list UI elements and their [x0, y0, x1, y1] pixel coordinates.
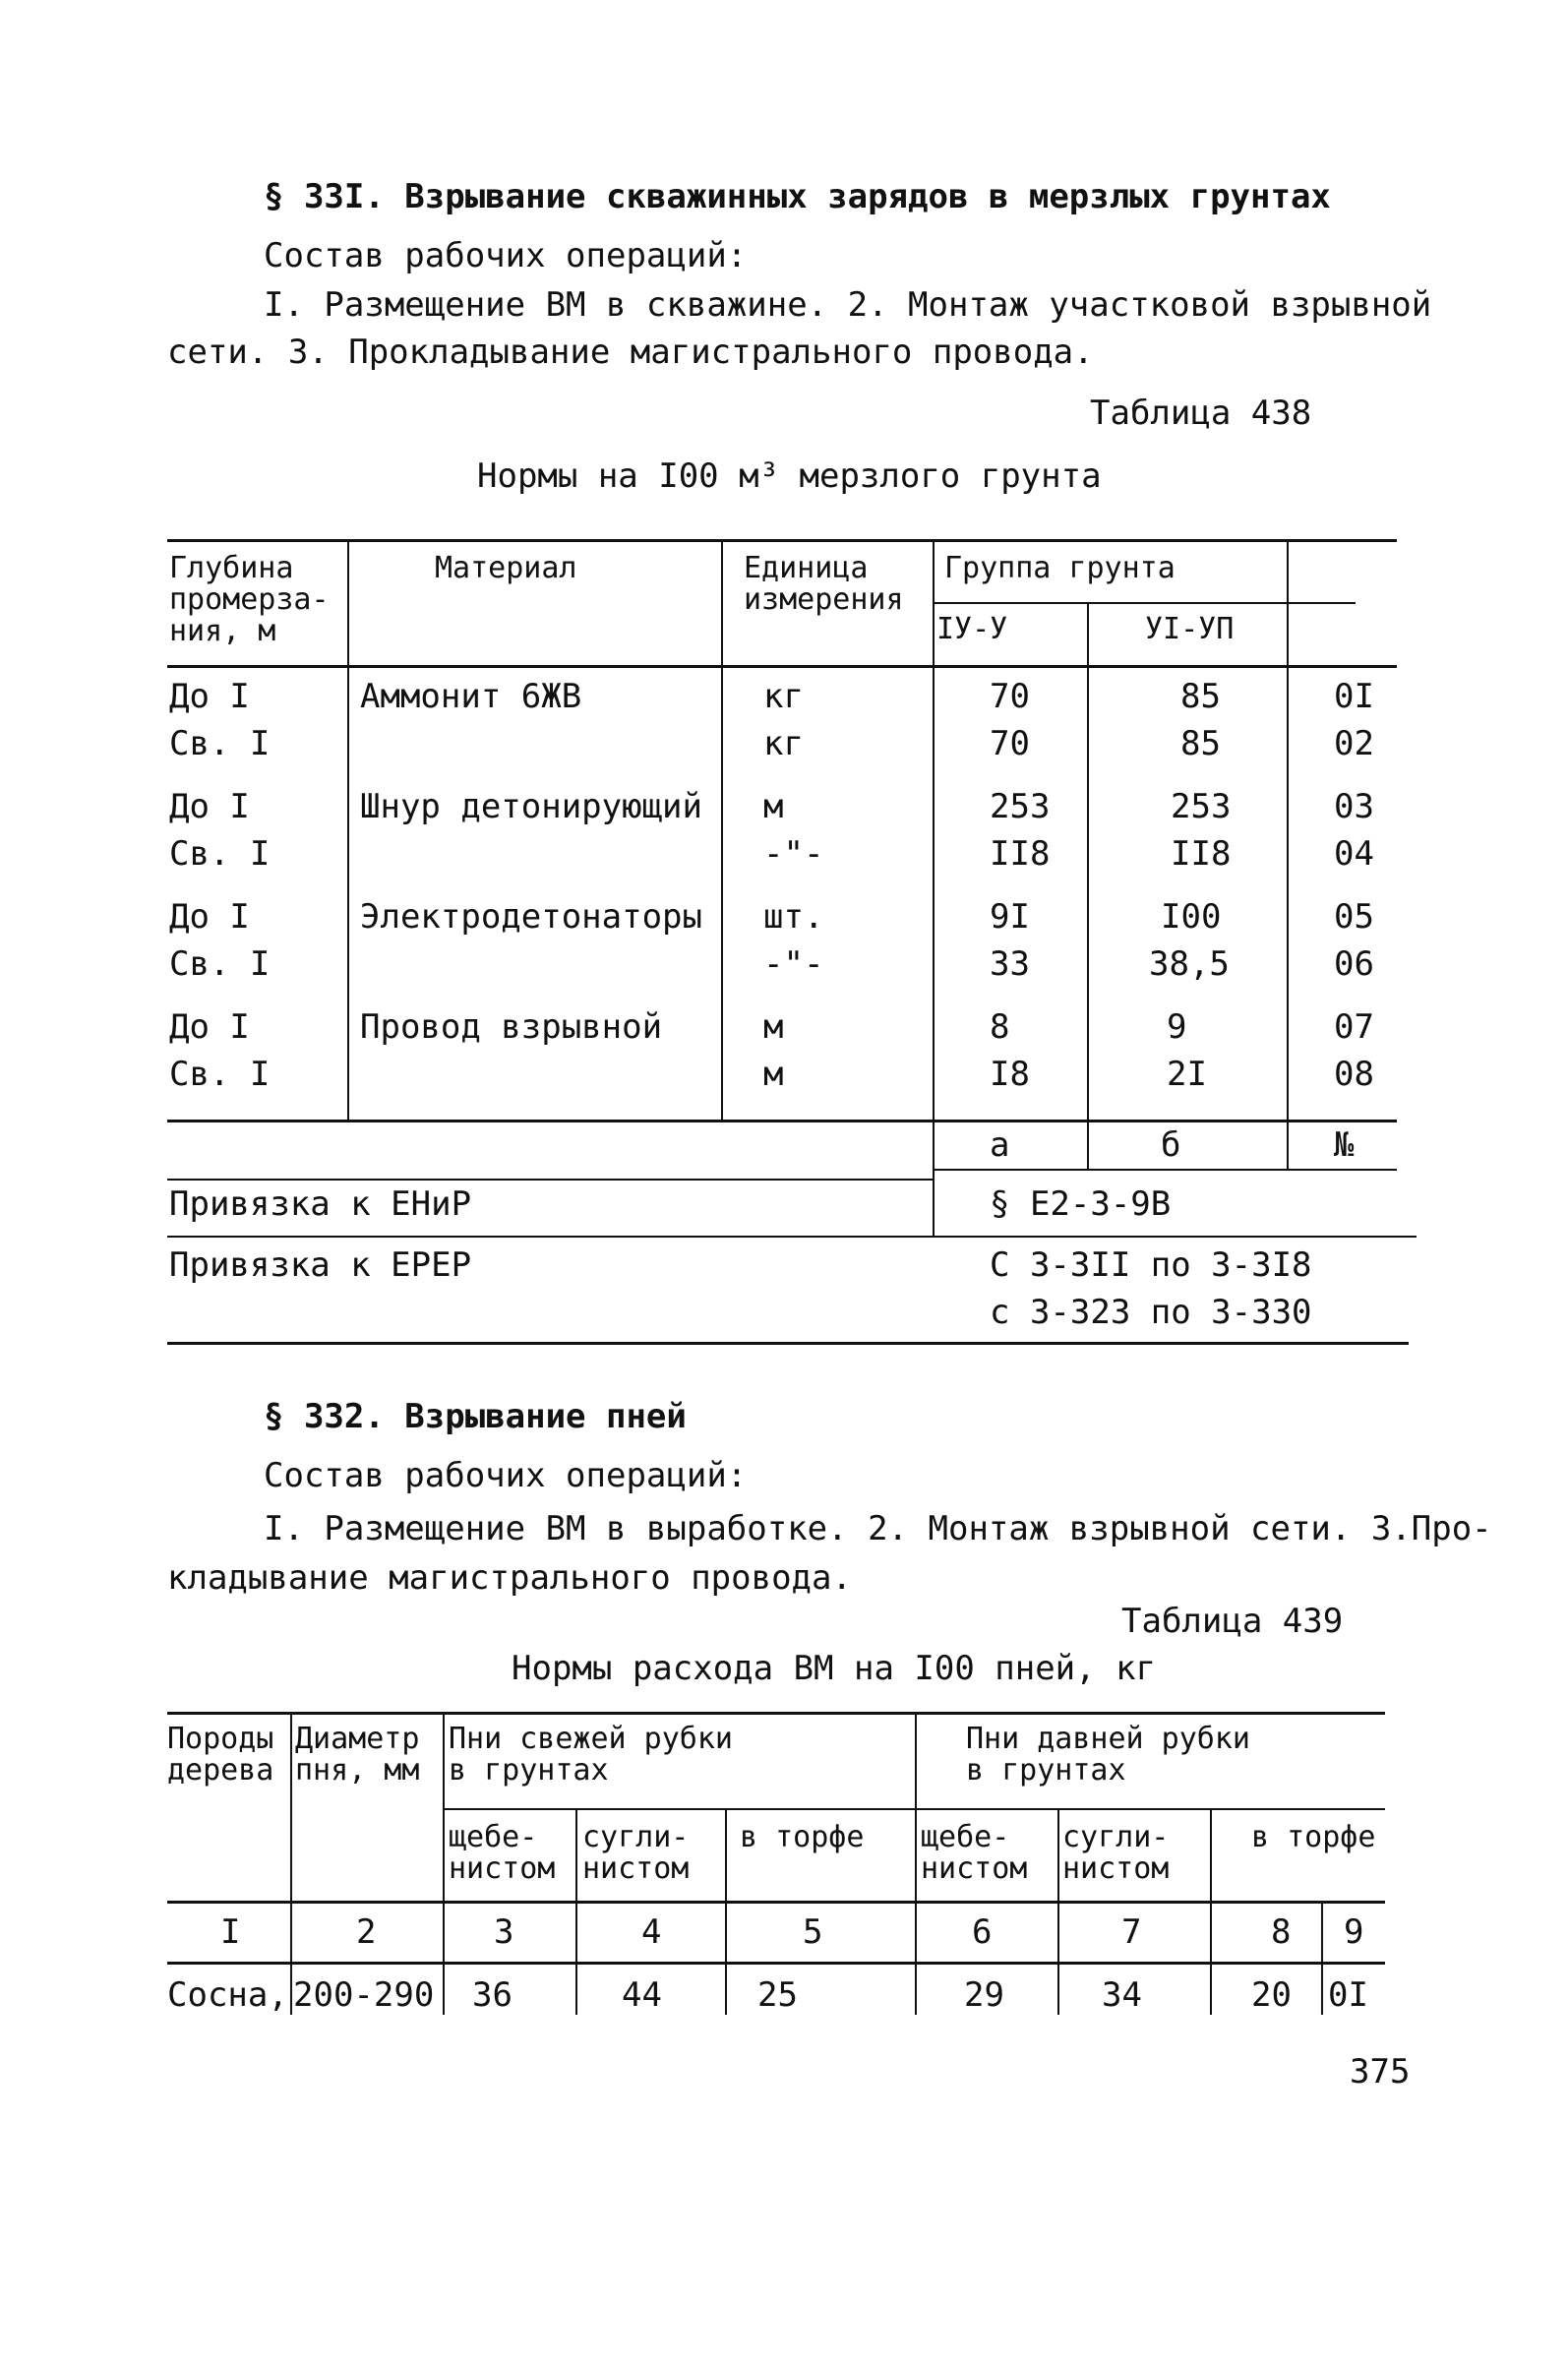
section-332-ops-label: Состав рабочих операций:: [264, 1456, 748, 1495]
col-number-3: 3: [494, 1912, 514, 1952]
table-438-number: Таблица 438: [1090, 394, 1312, 433]
header-depth-1: Глубина: [169, 551, 294, 585]
col-number-1: I: [220, 1912, 241, 1952]
header-loam-2b: нистом: [1062, 1851, 1170, 1886]
header-species-2: дерева: [167, 1753, 274, 1788]
col-number-6: 6: [972, 1912, 993, 1952]
footer-col-n: №: [1334, 1125, 1355, 1165]
header-material: Материал: [435, 551, 577, 585]
footer-col-a: а: [990, 1125, 1010, 1165]
header-old-1: Пни давней рубки: [966, 1722, 1250, 1756]
header-fresh-1: Пни свежей рубки: [449, 1722, 733, 1756]
enir-label: Привязка к ЕНиР: [169, 1184, 472, 1224]
document-page: § 33I. Взрывание скважинных зарядов в мерзлых грунтах Состав рабочих операций: I. Размещение ВМ в скважине. 2. Монтаж участковой взрывной сети. 3. Прокладывание магистрального провода. Таблица 438 Нормы на I00 м³ мерзлого грунта Глубина промерза- ния, м Материал Единица измерения Группа грунта IУ-У УI-УП До I Аммонит 6ЖВ кг 70 85 0I Св. I кг 70 85 02 До I Шнур детонирующий м 253 253 03 Св. I -"- II8 II8 04 До I Электродетонаторы шт. 9I I00 05 Св. I -"- 33 38,5 06 До I Провод взрывной м 8 9 07 Св. I м I8 2I 08 а б № Привязка к ЕНиР § Е2-3-9В Привязка к ЕРЕР С 3-3II по 3-3I8 с 3-323 по 3-330 § 332. Взрывание пней Состав рабочих операций: I. Размещение ВМ в выработке. 2. Монтаж взрывной сети. 3.Про- кладывание магистрального провода. Таблица 439 Нормы расхода ВМ на I00 пней, кг Породы дерева Диаметр пня, мм Пни свежей рубки в грунтах Пни давней рубки в грунтах щебе- нистом сугли- нистом в торфе щебе- нистом сугли- нистом в торфе I 2 3 4 5 6 7 8 9 Сосна, 200-290 36 44 25 29 34 20 0I 375: [167, 177, 1492, 2091]
header-group-1: IУ-У: [936, 612, 1008, 646]
section-332-ops-line1: I. Размещение ВМ в выработке. 2. Монтаж взрывной сети. 3.Про-: [264, 1509, 1492, 1548]
table-438-caption: Нормы на I00 м³ мерзлого грунта: [477, 456, 1102, 496]
table-439-number: Таблица 439: [1121, 1602, 1344, 1641]
section-331-ops-line2: сети. 3. Прокладывание магистрального провода.: [167, 333, 1094, 372]
header-peat-b: в торфе: [1251, 1820, 1376, 1854]
section-331-ops-line1: I. Размещение ВМ в скважине. 2. Монтаж участковой взрывной: [264, 285, 1432, 325]
col-number-9: 9: [1344, 1912, 1364, 1952]
header-gravel-2b: нистом: [921, 1851, 1028, 1886]
erer-value-2: с 3-323 по 3-330: [990, 1293, 1312, 1332]
section-332-title: § 332. Взрывание пней: [264, 1397, 687, 1436]
header-unit-2: измерения: [744, 582, 904, 617]
col-number-4: 4: [641, 1912, 662, 1952]
erer-label: Привязка к ЕРЕР: [169, 1245, 472, 1285]
header-loam-1: сугли-: [582, 1820, 690, 1854]
col-number-2: 2: [356, 1912, 377, 1952]
header-fresh-2: в грунтах: [449, 1753, 609, 1788]
header-diam-2: пня, мм: [295, 1753, 420, 1788]
header-depth-3: ния, м: [169, 614, 276, 648]
header-depth-2: промерза-: [169, 582, 330, 617]
header-species-1: Породы: [167, 1722, 274, 1756]
header-unit-1: Единица: [744, 551, 869, 585]
header-loam-1b: сугли-: [1062, 1820, 1170, 1854]
footer-col-b: б: [1161, 1125, 1181, 1165]
header-diam-1: Диаметр: [295, 1722, 420, 1756]
header-group-2: УI-УП: [1145, 612, 1235, 646]
enir-value: § Е2-3-9В: [990, 1184, 1172, 1224]
col-number-7: 7: [1121, 1912, 1142, 1952]
erer-value-1: С 3-3II по 3-3I8: [990, 1245, 1312, 1285]
table-439-caption: Нормы расхода ВМ на I00 пней, кг: [512, 1649, 1157, 1688]
page-number: 375: [1350, 2052, 1411, 2091]
header-group: Группа грунта: [944, 551, 1176, 585]
header-peat: в торфе: [740, 1820, 865, 1854]
section-332-ops-line2: кладывание магистрального провода.: [167, 1558, 852, 1598]
header-loam-2: нистом: [582, 1851, 690, 1886]
header-gravel-2: нистом: [449, 1851, 556, 1886]
section-331-title: § 33I. Взрывание скважинных зарядов в мерзлых грунтах: [264, 177, 1331, 216]
header-gravel-1: щебе-: [449, 1820, 538, 1854]
col-number-8: 8: [1271, 1912, 1292, 1952]
section-331-ops-label: Состав рабочих операций:: [264, 236, 748, 275]
header-old-2: в грунтах: [966, 1753, 1126, 1788]
col-number-5: 5: [803, 1912, 823, 1952]
header-gravel-1b: щебе-: [921, 1820, 1010, 1854]
